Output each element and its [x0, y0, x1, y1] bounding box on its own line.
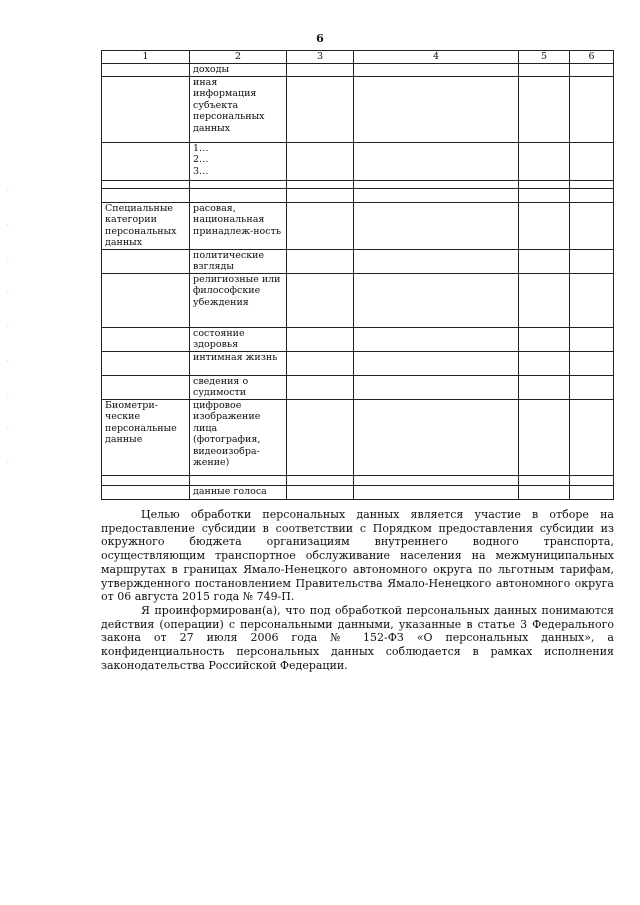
- data-type-cell: сведения о судимости: [190, 375, 287, 399]
- empty-cell: [570, 64, 614, 77]
- category-cell: [102, 188, 190, 202]
- column-header: 5: [519, 51, 570, 64]
- empty-cell: [519, 273, 570, 327]
- empty-cell: [354, 249, 519, 273]
- table-row: [102, 180, 614, 188]
- data-type-cell: [190, 475, 287, 485]
- personal-data-table: [101, 50, 614, 500]
- data-type-cell: цифровое изображение лица (фотография, видеоизобра-жение): [190, 399, 287, 475]
- data-type-cell: политические взгляды: [190, 249, 287, 273]
- category-cell: [102, 475, 190, 485]
- empty-cell: [287, 202, 354, 249]
- category-cell: [102, 76, 190, 142]
- table-row: [102, 327, 614, 351]
- empty-cell: [354, 273, 519, 327]
- category-cell: [102, 351, 190, 375]
- empty-cell: [519, 399, 570, 475]
- empty-cell: [519, 142, 570, 180]
- page-number: 6: [316, 32, 324, 45]
- empty-cell: [570, 202, 614, 249]
- category-cell: Биометри-ческие персональные данные: [102, 399, 190, 475]
- table-row: [102, 64, 614, 77]
- table-row: [102, 475, 614, 485]
- column-header: 3: [287, 51, 354, 64]
- empty-cell: [287, 142, 354, 180]
- category-cell: [102, 375, 190, 399]
- empty-cell: [519, 485, 570, 499]
- column-header: 4: [354, 51, 519, 64]
- empty-cell: [287, 375, 354, 399]
- empty-cell: [354, 142, 519, 180]
- empty-cell: [519, 188, 570, 202]
- empty-cell: [519, 76, 570, 142]
- empty-cell: [570, 475, 614, 485]
- empty-cell: [354, 76, 519, 142]
- category-cell: [102, 142, 190, 180]
- category-cell: [102, 327, 190, 351]
- margin-marks: · · · · · · · · ·: [7, 188, 9, 467]
- data-type-cell: доходы: [190, 64, 287, 77]
- empty-cell: [519, 327, 570, 351]
- data-type-cell: иная информация субъекта персональных данных: [190, 76, 287, 142]
- column-header: 1: [102, 51, 190, 64]
- empty-cell: [519, 249, 570, 273]
- empty-cell: [354, 64, 519, 77]
- paragraph-consent: Я проинформирован(а), что под обработкой персональных данных понимаются действия (операции) с персональными данными, указанные в статье 3 Федерального закона от 27 июля 2006 года № 152-ФЗ «О персональных данных», а конфиденциальность персональных данных соблюдается в рамках исполнения законодательства Российской Федерации.: [101, 603, 614, 672]
- table-row: [102, 351, 614, 375]
- empty-cell: [354, 399, 519, 475]
- empty-cell: [354, 475, 519, 485]
- empty-cell: [287, 273, 354, 327]
- empty-cell: [519, 351, 570, 375]
- empty-cell: [287, 485, 354, 499]
- empty-cell: [354, 180, 519, 188]
- empty-cell: [287, 76, 354, 142]
- paragraph-purpose: Целью обработки персональных данных является участие в отборе на предоставление субсидии в соответствии с Порядком предоставления субсидии из окружного бюджета организациям внутреннего водного транспорта, осуществляющим транспортное обслуживание населения на межмуниципальных маршрутах в границах Ямало-Ненецкого автономного округа по льготным тарифам, утвержденного постановлением Правительства Ямало-Ненецкого автономного округа от 06 августа 2015 года № 749-П.: [101, 508, 614, 604]
- empty-cell: [519, 375, 570, 399]
- data-type-cell: 1… 2… 3…: [190, 142, 287, 180]
- data-type-cell: данные голоса: [190, 485, 287, 499]
- empty-cell: [570, 142, 614, 180]
- table-row: [102, 202, 614, 249]
- empty-cell: [570, 399, 614, 475]
- table-row: [102, 188, 614, 202]
- empty-cell: [287, 327, 354, 351]
- category-cell: [102, 485, 190, 499]
- category-cell: [102, 180, 190, 188]
- empty-cell: [287, 475, 354, 485]
- category-cell: Специальные категории персональных данных: [102, 202, 190, 249]
- empty-cell: [570, 249, 614, 273]
- table-row: [102, 249, 614, 273]
- table-row: [102, 399, 614, 475]
- empty-cell: [519, 475, 570, 485]
- data-type-cell: расовая, национальная принадлеж-ность: [190, 202, 287, 249]
- empty-cell: [287, 180, 354, 188]
- table-row: [102, 76, 614, 142]
- empty-cell: [519, 64, 570, 77]
- empty-cell: [354, 485, 519, 499]
- empty-cell: [519, 180, 570, 188]
- empty-cell: [354, 188, 519, 202]
- empty-cell: [287, 351, 354, 375]
- table-row: [102, 273, 614, 327]
- table-header-row: [102, 51, 614, 64]
- empty-cell: [287, 249, 354, 273]
- empty-cell: [570, 76, 614, 142]
- empty-cell: [354, 202, 519, 249]
- empty-cell: [570, 485, 614, 499]
- empty-cell: [570, 273, 614, 327]
- empty-cell: [287, 399, 354, 475]
- category-cell: [102, 64, 190, 77]
- category-cell: [102, 273, 190, 327]
- data-type-cell: состояние здоровья: [190, 327, 287, 351]
- data-type-cell: [190, 180, 287, 188]
- category-cell: [102, 249, 190, 273]
- empty-cell: [354, 351, 519, 375]
- empty-cell: [570, 188, 614, 202]
- table-row: [102, 375, 614, 399]
- empty-cell: [570, 327, 614, 351]
- empty-cell: [570, 180, 614, 188]
- empty-cell: [287, 188, 354, 202]
- body-text: [101, 508, 614, 672]
- empty-cell: [570, 375, 614, 399]
- table-row: [102, 142, 614, 180]
- data-type-cell: интимная жизнь: [190, 351, 287, 375]
- empty-cell: [519, 202, 570, 249]
- table-row: [102, 485, 614, 499]
- empty-cell: [354, 375, 519, 399]
- column-header: 2: [190, 51, 287, 64]
- data-type-cell: религиозные или философские убеждения: [190, 273, 287, 327]
- empty-cell: [287, 64, 354, 77]
- empty-cell: [354, 327, 519, 351]
- column-header: 6: [570, 51, 614, 64]
- empty-cell: [570, 351, 614, 375]
- data-type-cell: [190, 188, 287, 202]
